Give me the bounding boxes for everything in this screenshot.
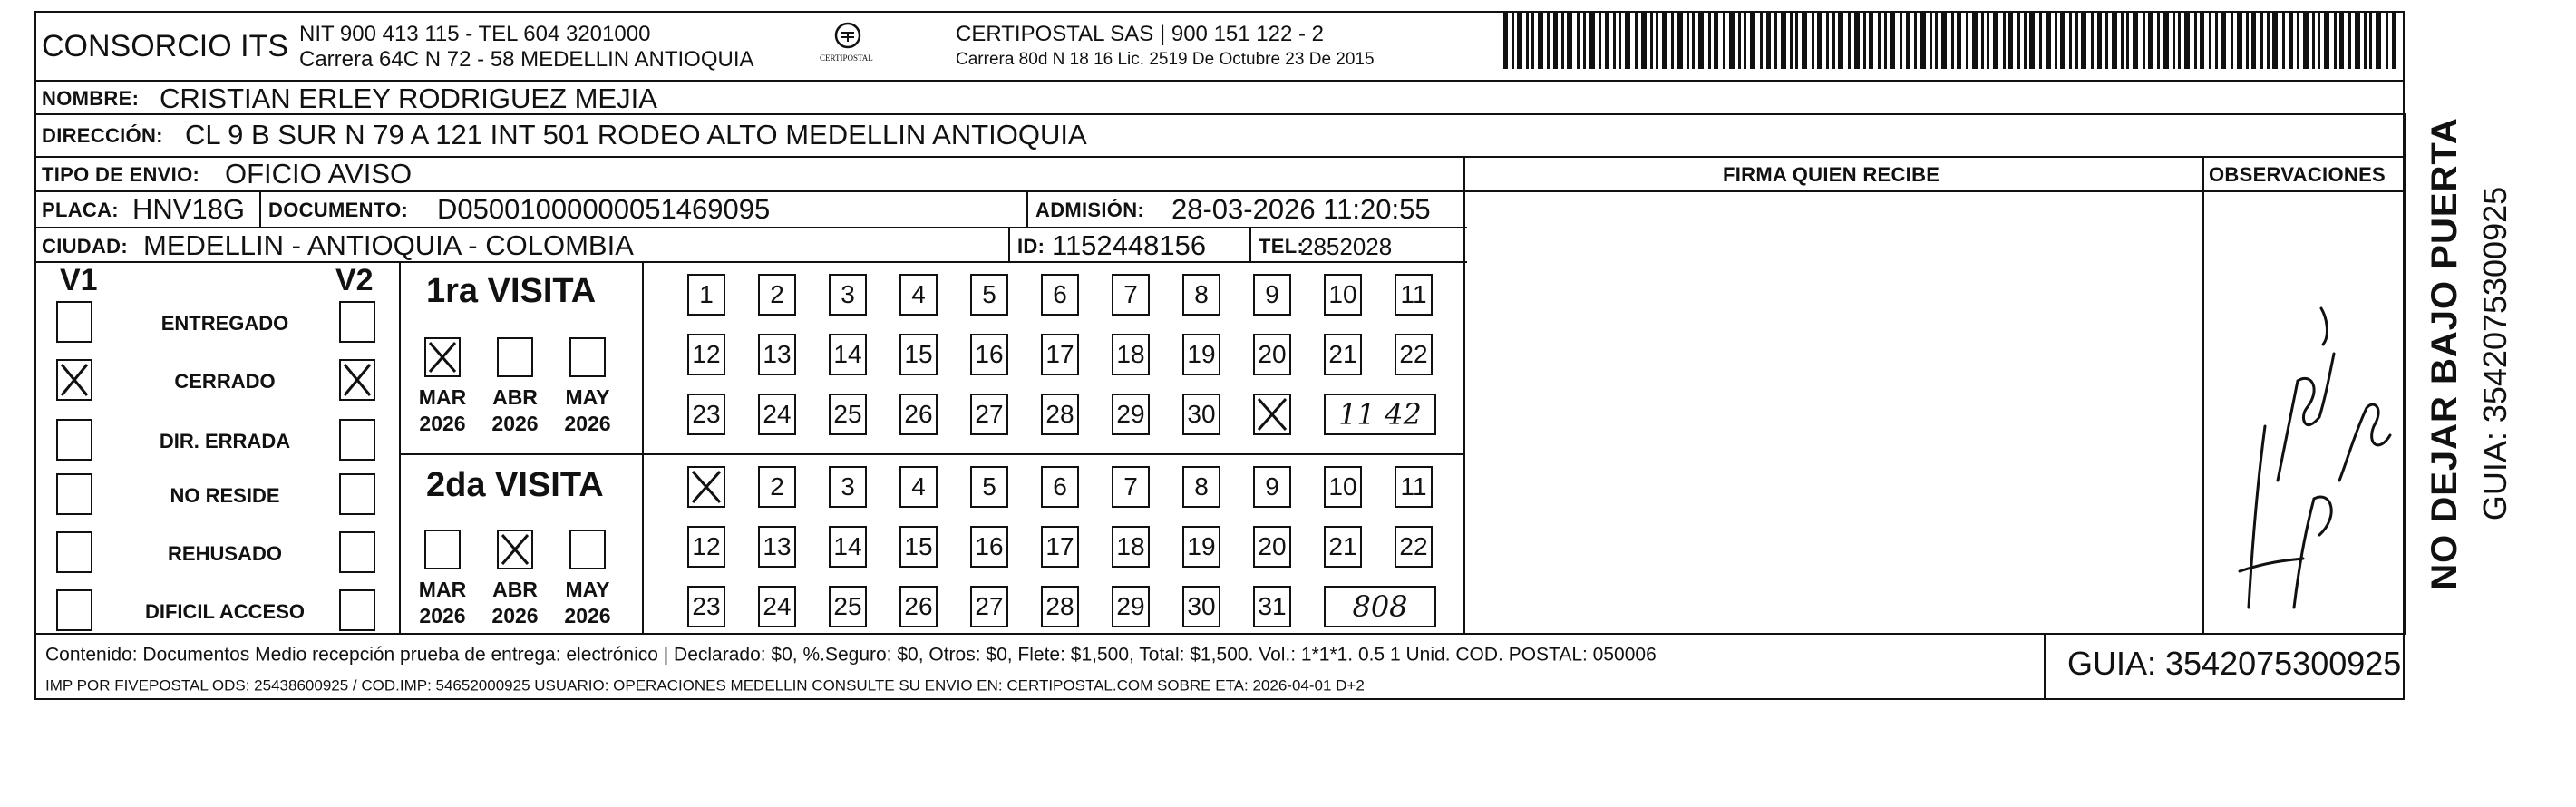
visit-month-label: [556, 577, 619, 629]
status-option-label: REHUSADO: [168, 542, 282, 565]
document-value: D05001000000051469095: [437, 193, 771, 225]
visit-day-box[interactable]: 24: [758, 586, 796, 627]
visit-day-box[interactable]: 8: [1182, 466, 1220, 508]
row-divider: [1463, 190, 2405, 192]
visit-day-box[interactable]: 16: [970, 526, 1008, 568]
visit-day-box[interactable]: 23: [687, 394, 725, 435]
observations-column-border: [2202, 156, 2204, 635]
visit-day-box[interactable]: 31: [1253, 586, 1291, 627]
visit-day-box[interactable]: 28: [1041, 394, 1079, 435]
signature-column-border: [1463, 156, 1465, 635]
visit-day-box[interactable]: 6: [1041, 466, 1079, 508]
visit-month-checkbox[interactable]: [497, 337, 533, 377]
status-option-label: ENTREGADO: [160, 312, 289, 335]
visit-month-label: [556, 384, 619, 437]
tel-value: 2852028: [1300, 233, 1393, 260]
visit-day-box[interactable]: 17: [1041, 334, 1079, 375]
visit-day-box[interactable]: 29: [1112, 586, 1150, 627]
visit-day-box[interactable]: 13: [758, 334, 796, 375]
status-v1-checkbox[interactable]: [56, 301, 92, 343]
visit-day-box[interactable]: 2: [758, 274, 796, 316]
plate-label: PLACA:: [42, 199, 119, 221]
month-year: 2026: [564, 603, 611, 627]
visit-day-box[interactable]: 10: [1324, 274, 1362, 316]
visit-day-box[interactable]: 25: [829, 586, 867, 627]
status-v2-checkbox[interactable]: [339, 419, 375, 461]
visit-month-checkbox[interactable]: [569, 337, 606, 377]
visit-day-box[interactable]: 19: [1182, 334, 1220, 375]
month-name: ABR: [492, 578, 538, 601]
month-name: ABR: [492, 385, 538, 409]
months-section-border: [642, 261, 644, 635]
second-visit-title: 2da VISITA: [426, 466, 604, 504]
visit-month-label: [483, 384, 547, 437]
month-year: 2026: [564, 411, 611, 435]
visit-month-checkbox[interactable]: [424, 337, 461, 377]
status-v1-checkbox[interactable]: [56, 473, 92, 515]
visit-day-box[interactable]: 2: [758, 466, 796, 508]
id-value: 1152448156: [1052, 229, 1207, 261]
status-v2-checkbox[interactable]: [339, 473, 375, 515]
tel-label: TEL:: [1259, 235, 1305, 258]
v1-label: V1: [60, 263, 98, 297]
month-year: 2026: [419, 411, 466, 435]
courier-name: CERTIPOSTAL SAS | 900 151 122 - 2: [956, 22, 1324, 46]
visit-day-box[interactable]: 26: [899, 586, 938, 627]
visit-handwritten-time: 808: [1324, 586, 1436, 627]
footer-contents: Contenido: Documentos Medio recepción prueba de entrega: electrónico | Declarado: $0, %.Seguro: $0, Otros: $0, Flete: $1,500, Total: $1,500. Vol.: 1*1*1. 0.5 1 Unid. COD. POSTAL: 050006: [45, 644, 1657, 666]
admission-label: ADMISIÓN:: [1035, 199, 1145, 221]
shipment-type-label: TIPO DE ENVIO:: [42, 163, 200, 186]
visit-day-box[interactable]: 29: [1112, 394, 1150, 435]
signature-header: FIRMA QUIEN RECIBE: [1723, 163, 1940, 186]
admission-value: 28-03-2026 11:20:55: [1171, 193, 1431, 225]
status-option-label: CERRADO: [174, 370, 276, 393]
visit-day-box[interactable]: 4: [899, 466, 938, 508]
visit-divider: [399, 453, 1465, 455]
status-v1-checkbox[interactable]: [56, 589, 92, 631]
shipment-type: OFICIO AVISO: [225, 158, 413, 190]
visit-day-box-checked[interactable]: [1253, 394, 1291, 435]
handwritten-observation: [2212, 272, 2394, 617]
visit-month-checkbox[interactable]: [497, 530, 533, 569]
visit-day-box[interactable]: 15: [899, 334, 938, 375]
status-option-label: NO RESIDE: [170, 484, 280, 507]
visit-day-box[interactable]: 23: [687, 586, 725, 627]
visit-day-box[interactable]: 11: [1395, 274, 1433, 316]
visit-month-label: [411, 384, 474, 437]
visit-day-box[interactable]: 30: [1182, 394, 1220, 435]
row-divider: [34, 227, 1467, 228]
first-visit-title: 1ra VISITA: [426, 272, 597, 310]
visit-day-box[interactable]: 18: [1112, 334, 1150, 375]
visit-day-box[interactable]: 28: [1041, 586, 1079, 627]
status-v2-checkbox[interactable]: [339, 589, 375, 631]
footer-guide-number: GUIA: 3542075300925: [2067, 645, 2402, 682]
visit-day-box[interactable]: 16: [970, 334, 1008, 375]
visit-day-box[interactable]: 11: [1395, 466, 1433, 508]
status-v1-checkbox[interactable]: [56, 531, 92, 573]
status-option-label: DIR. ERRADA: [159, 430, 291, 452]
visit-day-box[interactable]: 22: [1395, 526, 1433, 568]
visit-day-box[interactable]: 3: [829, 466, 867, 508]
month-name: MAY: [565, 578, 610, 601]
row-divider: [34, 190, 1467, 192]
visit-day-box[interactable]: 9: [1253, 466, 1291, 508]
courier-license: Carrera 80d N 18 16 Lic. 2519 De Octubre 23 De 2015: [956, 50, 1375, 69]
visit-day-box[interactable]: 10: [1324, 466, 1362, 508]
month-name: MAR: [418, 385, 467, 409]
footer-print-info: IMP POR FIVEPOSTAL ODS: 25438600925 / COD.IMP: 54652000925 USUARIO: OPERACIONES MEDELLIN CONSULTE SU ENVIO EN: CERTIPOSTAL.COM SOBRE ETA: 2026-04-01 D+2: [45, 676, 1365, 695]
month-year: 2026: [491, 603, 539, 627]
visit-day-box[interactable]: 17: [1041, 526, 1079, 568]
month-name: MAY: [565, 385, 610, 409]
visit-day-box[interactable]: 7: [1112, 274, 1150, 316]
recipient-address: CL 9 B SUR N 79 A 121 INT 501 RODEO ALTO MEDELLIN ANTIOQUIA: [185, 119, 1087, 151]
visit-day-box[interactable]: 8: [1182, 274, 1220, 316]
side-guide-number: GUIA: 3542075300925: [2476, 186, 2513, 521]
visit-day-box[interactable]: 22: [1395, 334, 1433, 375]
month-year: 2026: [491, 411, 539, 435]
visit-day-box[interactable]: 20: [1253, 526, 1291, 568]
certipostal-logo: [816, 22, 880, 69]
visit-month-checkbox[interactable]: [424, 530, 461, 569]
address-label: DIRECCIÓN:: [42, 124, 163, 147]
status-v1-checkbox[interactable]: [56, 419, 92, 461]
visit-day-box[interactable]: [687, 466, 725, 508]
admission-divider: [1026, 190, 1028, 227]
visit-day-box[interactable]: 12: [687, 526, 725, 568]
visit-day-box[interactable]: 7: [1112, 466, 1150, 508]
visit-day-box[interactable]: 21: [1324, 526, 1362, 568]
visit-day-box[interactable]: 27: [970, 394, 1008, 435]
city-value: MEDELLIN - ANTIOQUIA - COLOMBIA: [143, 229, 634, 261]
visit-handwritten-time: 11 42: [1324, 394, 1436, 435]
visit-day-box[interactable]: 12: [687, 334, 725, 375]
tel-divider: [1249, 227, 1251, 261]
observations-header: OBSERVACIONES: [2209, 163, 2386, 186]
visit-day-box[interactable]: 9: [1253, 274, 1291, 316]
recipient-name: CRISTIAN ERLEY RODRIGUEZ MEJIA: [160, 83, 657, 114]
month-year: 2026: [419, 603, 466, 627]
visit-day-box[interactable]: 6: [1041, 274, 1079, 316]
visit-day-box[interactable]: 25: [829, 394, 867, 435]
visit-day-box[interactable]: 5: [970, 274, 1008, 316]
visit-day-box[interactable]: 13: [758, 526, 796, 568]
logo-caption: CERTIPOSTAL: [820, 53, 873, 63]
visit-day-box[interactable]: 27: [970, 586, 1008, 627]
visit-day-box[interactable]: 5: [970, 466, 1008, 508]
status-v2-checkbox[interactable]: [339, 359, 375, 401]
visit-day-box[interactable]: 18: [1112, 526, 1150, 568]
visit-day-box[interactable]: 30: [1182, 586, 1220, 627]
side-column-border: [2405, 113, 2406, 635]
document-label: DOCUMENTO:: [268, 199, 409, 221]
visit-day-box[interactable]: 4: [899, 274, 938, 316]
visit-day-box[interactable]: 20: [1253, 334, 1291, 375]
row-divider: [34, 261, 1467, 263]
company-name: CONSORCIO ITS: [42, 29, 289, 63]
city-label: CIUDAD:: [42, 235, 128, 258]
visit-month-label: [411, 577, 474, 629]
visit-day-box[interactable]: 21: [1324, 334, 1362, 375]
company-nit: NIT 900 413 115 - TEL 604 3201000: [299, 22, 651, 46]
status-v2-checkbox[interactable]: [339, 301, 375, 343]
status-v2-checkbox[interactable]: [339, 531, 375, 573]
v2-label: V2: [335, 263, 374, 297]
barcode: [1503, 13, 2401, 69]
visit-day-box[interactable]: 14: [829, 526, 867, 568]
visit-month-checkbox[interactable]: [569, 530, 606, 569]
visit-day-box[interactable]: 14: [829, 334, 867, 375]
footer-guide-divider: [2044, 635, 2046, 700]
visit-day-box[interactable]: 26: [899, 394, 938, 435]
status-section-border: [399, 261, 401, 635]
visit-day-box[interactable]: 24: [758, 394, 796, 435]
status-v1-checkbox[interactable]: [56, 359, 92, 401]
visit-month-label: [483, 577, 547, 629]
id-divider: [1008, 227, 1010, 261]
id-label: ID:: [1017, 235, 1045, 258]
name-label: NOMBRE:: [42, 87, 140, 110]
status-option-label: DIFICIL ACCESO: [144, 600, 305, 623]
visit-day-box[interactable]: 19: [1182, 526, 1220, 568]
no-dejar-bajo-puerta-warning: NO DEJAR BAJO PUERTA: [2425, 117, 2464, 590]
company-address: Carrera 64C N 72 - 58 MEDELLIN ANTIOQUIA: [299, 47, 754, 72]
visit-day-box[interactable]: 15: [899, 526, 938, 568]
plate-value: HNV18G: [132, 193, 246, 225]
plate-divider: [259, 190, 261, 227]
visit-day-box[interactable]: 3: [829, 274, 867, 316]
month-name: MAR: [418, 578, 467, 601]
visit-day-box[interactable]: 1: [687, 274, 725, 316]
